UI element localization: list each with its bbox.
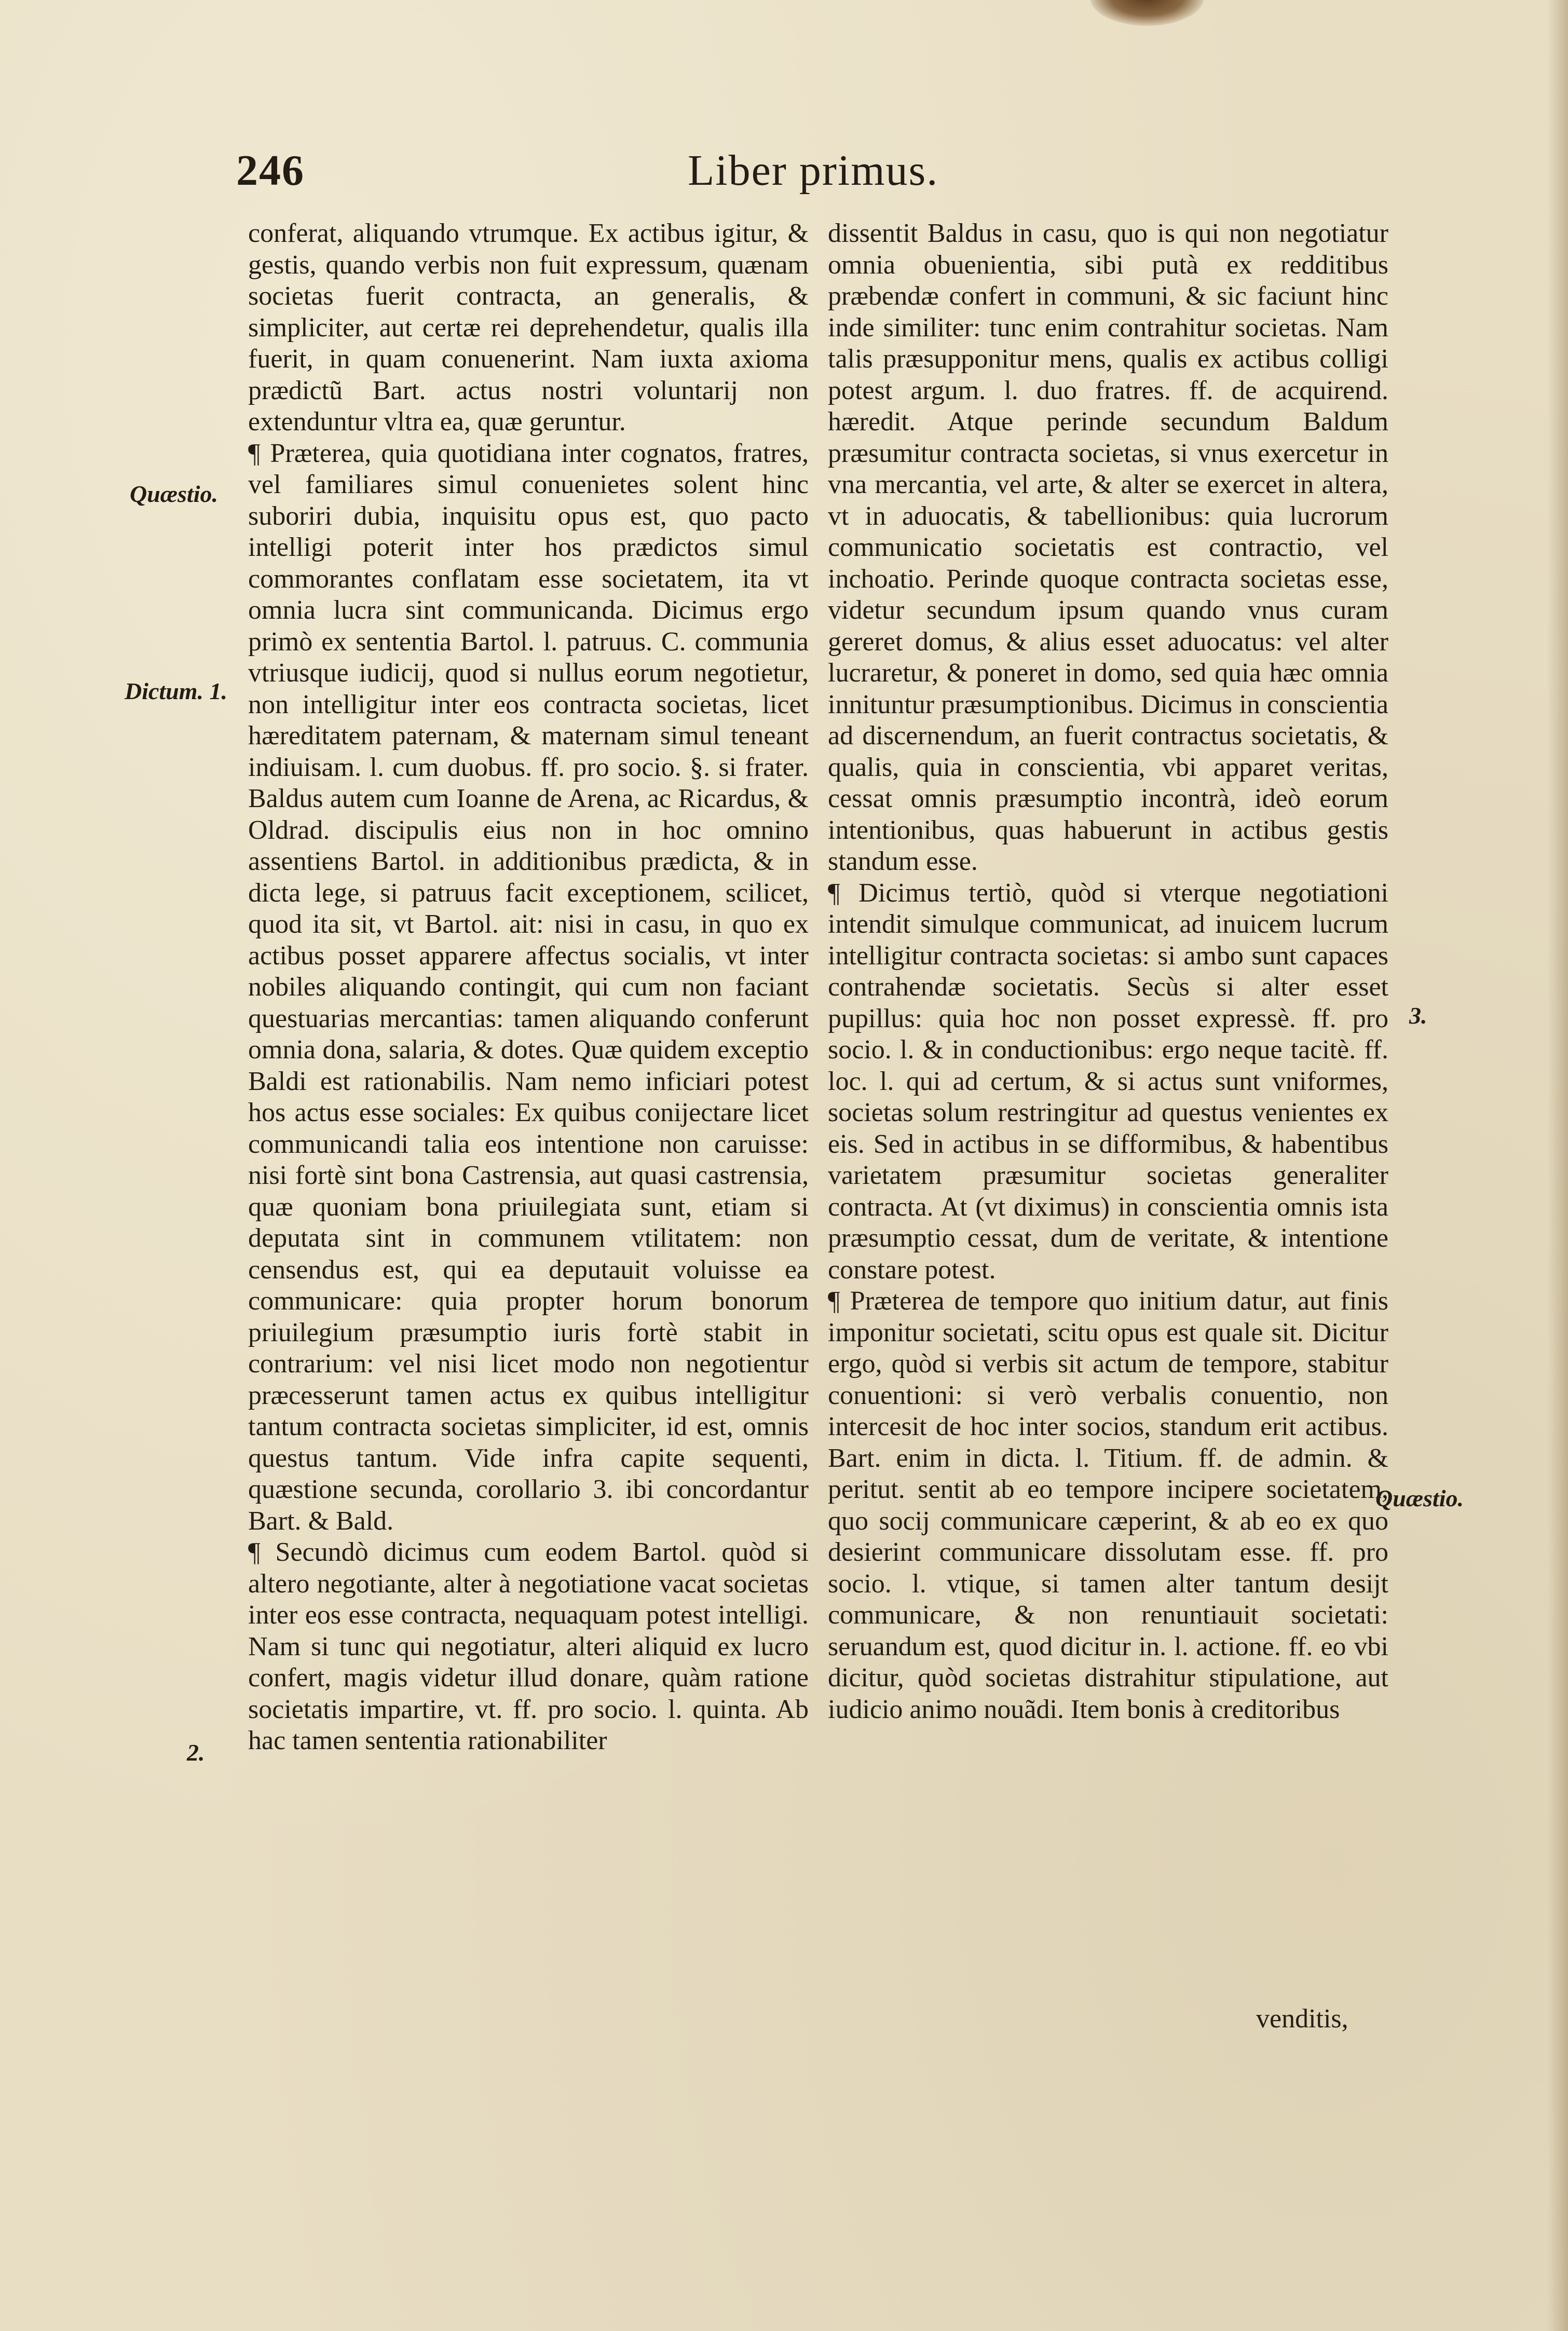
running-head: Liber primus. <box>688 146 939 195</box>
right-column <box>828 218 1388 1725</box>
margin-note-number-2: 2. <box>187 1739 205 1766</box>
catchword: venditis, <box>1256 2004 1348 2034</box>
page-number: 246 <box>236 146 305 195</box>
margin-note-dictum: Dictum. 1. <box>125 678 228 704</box>
page-edge-shadow <box>1547 0 1568 2331</box>
margin-note-quaestio-left: Quæstio. <box>130 481 218 507</box>
margin-note-number-3: 3. <box>1409 1002 1427 1029</box>
right-paragraph-2: ¶ Dicimus tertiò, quòd si vterque negotiationi intendit simulque communicat, ad inuicem lucrum intelligitur contracta societas: si ambo sunt capaces contrahendæ societatis. Secùs si alter esset pupillus: quia hoc non posset expressè. ff. pro socio. l. & in conductionibus: ergo neque tacitè. ff. loc. l. qui ad certum, & si actus sunt vniformes, societas solum restringitur ad questus venientes ex eis. Sed in actibus in se difformibus, & habentibus varietatem præsumitur societas generaliter contracta. At (vt diximus) in conscientia omnis ista præsumptio cessat, dum de veritate, & intentione constare potest. <box>828 878 1388 1285</box>
left-paragraph-2: ¶ Præterea, quia quotidiana inter cognatos, fratres, vel familiares simul conuenietes solent hinc suboriri dubia, inquisitu opus est, quo pacto intelligi poterit inter hos prædictos simul commorantes conflatam esse societatem, ita vt omnia lucra sint communicanda. Dicimus ergo primò ex sententia Bartol. l. patruus. C. communia vtriusque iudicij, quod si nullus eorum negotietur, non intelligitur inter eos contracta societas, licet hæreditatem paternam, & maternam simul teneant indiuisam. l. cum duobus. ff. pro socio. §. si frater. Baldus autem cum Ioanne de Arena, ac Ricardus, & Oldrad. discipulis eius non in hoc omnino assentiens Bartol. in additionibus prædicta, & in dicta lege, si patruus facit exceptionem, scilicet, quod ita sit, vt Bartol. ait: nisi in casu, in quo ex actibus posset apparere affectus socialis, vt inter nobiles aliquando contingit, qui cum non faciant questuarias mercantias: tamen aliquando conferunt omnia dona, salaria, & dotes. Quæ quidem exceptio Baldi est rationabilis. Nam nemo inficiari potest hos actus esse sociales: Ex quibus conijectare licet communicandi talia eos intentione non caruisse: nisi fortè sint bona Castrensia, aut quasi castrensia, quæ quoniam bona priuilegiata sunt, etiam si deputata sint in communem vtilitatem: non censendus est, qui ea deputauit voluisse ea communicare: quia propter horum bonorum priuilegium præsumptio iuris fortè stabit in contrarium: vel nisi licet modo non negotientur præcesserunt tamen actus ex quibus intelligitur tantum contracta societas simpliciter, id est, omnis questus tantum. Vide infra capite sequenti, quæstione secunda, corollario 3. ibi concordantur Bart. & Bald. <box>248 438 809 1536</box>
right-paragraph-3: ¶ Præterea de tempore quo initium datur, aut finis imponitur societati, scitu opus est quale sit. Dicitur ergo, quòd si verbis sit actum de tempore, stabitur conuentioni: si verò verbalis conuentio, non intercesit de hoc inter socios, standum erit actibus. Bart. enim in dicta. l. Titium. ff. de admin. & peritut. sentit ab eo tempore incipere societatem, quo socij communicare cæperint, & ab eo ex quo desierint communicare dissolutam esse. ff. pro socio. l. vtique, si tamen alter tantum desijt communicare, & non renuntiauit societati: seruandum est, quod dicitur in. l. actione. ff. eo vbi dicitur, quòd societas distrahitur stipulatione, aut iudicio animo nouãdi. Item bonis à creditoribus <box>828 1286 1388 1724</box>
right-paragraph-1: dissentit Baldus in casu, quo is qui non negotiatur omnia obuenientia, sibi putà ex redditibus præbendæ confert in communi, & sic faciunt hinc inde similiter: tunc enim contrahitur societas. Nam talis præsupponitur mens, qualis ex actibus colligi potest argum. l. duo fratres. ff. de acquirend. hæredit. Atque perinde secundum Baldum præsumitur contracta societas, si vnus exercetur in vna mercantia, vel arte, & alter se exercet in altera, vt in aduocatis, & tabellionibus: quia lucrorum communicatio societatis est contractio, vel inchoatio. Perinde quoque contracta societas esse, videtur secundum ipsum quando vnus curam gereret domus, & alius esset aduocatus: vel alter lucraretur, & poneret in domo, sed quia hæc omnia innituntur præsumptionibus. Dicimus in conscientia ad discernendum, an fuerit contractus societatis, & qualis, quia in conscientia, vbi apparet veritas, cessat omnis præsumptio incontrà, ideò eorum intentionibus, quas habuerunt in actibus gestis standum esse. <box>828 219 1388 876</box>
left-paragraph-3: ¶ Secundò dicimus cum eodem Bartol. quòd si altero negotiante, alter à negotiatione vacat societas inter eos esse contracta, nequaquam potest intelligi. Nam si tunc qui negotiatur, alteri aliquid ex lucro confert, magis videtur illud donare, quàm ratione societatis impartire, vt. ff. pro socio. l. quinta. Ab hac tamen sententia rationabiliter <box>248 1537 809 1755</box>
page-header <box>236 145 973 197</box>
margin-note-quaestio-right: Quæstio. <box>1375 1485 1464 1511</box>
left-paragraph-1: conferat, aliquando vtrumque. Ex actibus igitur, & gestis, quando verbis non fuit expressum, quænam societas fuerit contracta, an generalis, & simpliciter, aut certæ rei deprehendetur, qualis illa fuerit, in quam conuenerint. Nam iuxta axioma prædictũ Bart. actus nostri voluntarij non extenduntur vltra ea, quæ geruntur. <box>248 219 809 437</box>
ink-stain <box>1090 0 1204 26</box>
left-column <box>248 218 809 1757</box>
